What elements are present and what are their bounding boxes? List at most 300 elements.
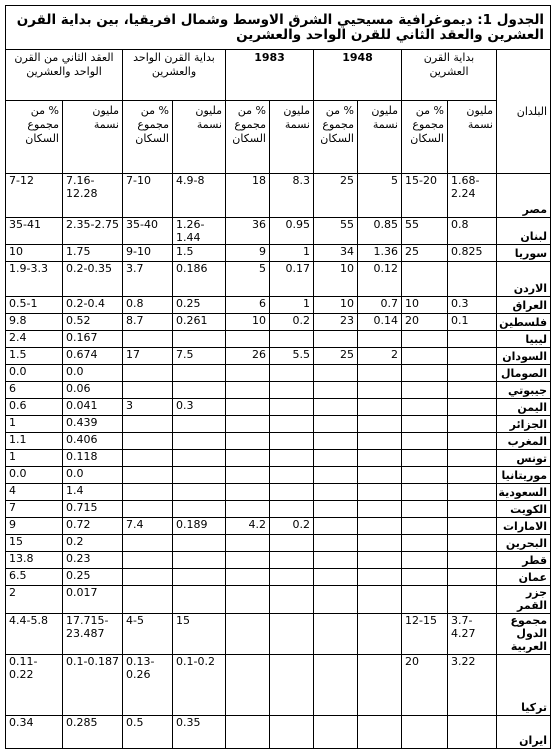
table-cell [226,467,270,484]
table-row [6,552,551,569]
table-cell: 3.22 [448,655,497,716]
table-cell: 0.23 [63,552,123,569]
table-cell [270,331,314,348]
table-cell: 10 [226,314,270,331]
table-cell [226,433,270,450]
table-cell: 4.2 [226,518,270,535]
table-cell [402,450,448,467]
table-cell [226,450,270,467]
table-cell: 3 [123,399,173,416]
country-name: قطر [497,552,551,569]
table-title: الجدول 1: ديموغرافية مسيحيي الشرق الاوسط وشمال افريقيا، بين بداية القرن العشرين والعقد الثاني للقرن الواحد والعشرين [6,6,551,50]
table-cell: 0.285 [63,716,123,749]
table-cell: 34 [314,245,358,262]
table-cell: 6 [6,382,63,399]
table-cell: 6.5 [6,569,63,586]
table-cell [314,716,358,749]
table-cell [358,467,402,484]
table-cell: 9 [6,518,63,535]
millions-header: مليون نسمة [173,101,226,174]
table-cell [270,399,314,416]
table-cell: 0.7 [358,297,402,314]
table-cell [173,586,226,614]
table-cell [402,467,448,484]
table-cell [402,433,448,450]
table-row [6,450,551,467]
table-cell [448,569,497,586]
table-cell: 18 [226,174,270,218]
table-cell [314,569,358,586]
country-name: عمان [497,569,551,586]
table-cell [448,416,497,433]
table-cell: 26 [226,348,270,365]
table-cell: 0.85 [358,218,402,245]
country-name: جزر القمر [497,586,551,614]
table-cell: 7-10 [123,174,173,218]
country-name: موريتانيا [497,467,551,484]
table-cell: 20 [402,314,448,331]
table-row [6,399,551,416]
table-cell: 20 [402,655,448,716]
table-cell [314,614,358,655]
table-cell [270,552,314,569]
table-cell: 0.189 [173,518,226,535]
table-row [6,348,551,365]
table-cell [314,416,358,433]
table-cell: 8.7 [123,314,173,331]
table-cell [123,535,173,552]
table-cell: 0.1-0.2 [173,655,226,716]
table-cell: 0.1-0.187 [63,655,123,716]
table-cell: 0.52 [63,314,123,331]
table-cell: 0.167 [63,331,123,348]
table-row [6,586,551,614]
demographics-table [5,5,551,749]
table-cell [270,382,314,399]
country-name: ليبيا [497,331,551,348]
table-row [6,433,551,450]
table-cell [358,552,402,569]
millions-header: مليون نسمة [448,101,497,174]
table-cell: 15 [173,614,226,655]
table-cell [270,535,314,552]
country-name: اليمن [497,399,551,416]
table-cell [402,518,448,535]
table-cell [173,331,226,348]
table-cell: 0.674 [63,348,123,365]
table-cell [358,399,402,416]
table-cell [226,535,270,552]
table-cell: 23 [314,314,358,331]
table-cell: 4.9-8 [173,174,226,218]
table-cell [402,382,448,399]
table-cell: 15 [6,535,63,552]
table-cell: 0.825 [448,245,497,262]
table-row [6,655,551,716]
table-cell: 9.8 [6,314,63,331]
table-cell: 0.5 [123,716,173,749]
table-cell [448,382,497,399]
table-cell [448,552,497,569]
table-cell [123,501,173,518]
table-cell [448,467,497,484]
table-cell: 9 [226,245,270,262]
table-row [6,218,551,245]
table-cell: 0.439 [63,416,123,433]
table-cell: 0.0 [63,467,123,484]
millions-header: مليون نسمة [270,101,314,174]
table-cell [314,484,358,501]
table-cell: 1 [6,450,63,467]
table-cell: 1.68-2.24 [448,174,497,218]
table-cell: 0.406 [63,433,123,450]
table-cell: 0.72 [63,518,123,535]
table-cell [270,569,314,586]
country-name: ايران [497,716,551,749]
table-cell: 1.36 [358,245,402,262]
table-cell: 0.186 [173,262,226,297]
table-cell [314,501,358,518]
table-cell [358,450,402,467]
table-cell: 5 [358,174,402,218]
table-cell [270,450,314,467]
table-cell [448,586,497,614]
table-cell: 0.17 [270,262,314,297]
period-header-1948: 1948 [314,50,402,101]
table-cell: 0.2 [270,314,314,331]
table-cell: 1 [6,416,63,433]
table-cell: 0.6 [6,399,63,416]
table-cell: 2.35-2.75 [63,218,123,245]
table-cell: 7-12 [6,174,63,218]
table-cell: 0.25 [173,297,226,314]
table-cell [123,450,173,467]
table-cell: 7 [6,501,63,518]
country-name: مصر [497,174,551,218]
table-cell: 36 [226,218,270,245]
table-cell [173,484,226,501]
table-row [6,716,551,749]
table-row [6,382,551,399]
table-cell: 5 [226,262,270,297]
table-cell [402,484,448,501]
table-cell: 12-15 [402,614,448,655]
table-cell: 0.14 [358,314,402,331]
table-cell: 6 [226,297,270,314]
table-cell: 0.3 [173,399,226,416]
table-cell [123,569,173,586]
table-cell [358,382,402,399]
pct-header: % من مجموع السكان [6,101,63,174]
table-cell: 1.26-1.44 [173,218,226,245]
table-cell: 0.35 [173,716,226,749]
period-header-20c-start: بداية القرن العشرين [402,50,497,101]
table-cell [448,365,497,382]
table-cell: 0.2-0.4 [63,297,123,314]
table-cell: 0.34 [6,716,63,749]
table-cell: 0.8 [123,297,173,314]
country-name: المغرب [497,433,551,450]
table-cell [226,501,270,518]
country-name: جيبوتي [497,382,551,399]
table-cell [226,484,270,501]
table-cell [270,433,314,450]
table-cell [358,501,402,518]
country-name: لبنان [497,218,551,245]
table-cell [314,552,358,569]
table-cell: 0.041 [63,399,123,416]
table-cell [314,586,358,614]
table-cell: 3.7 [123,262,173,297]
table-cell [358,655,402,716]
table-cell [358,535,402,552]
table-cell [402,365,448,382]
table-cell [226,382,270,399]
country-name: تركيا [497,655,551,716]
table-cell [173,382,226,399]
table-row [6,614,551,655]
table-cell [448,331,497,348]
country-name: الجزائر [497,416,551,433]
table-cell [173,569,226,586]
table-cell [270,501,314,518]
table-cell [226,331,270,348]
table-cell [173,365,226,382]
table-cell: 7.5 [173,348,226,365]
table-cell: 0.06 [63,382,123,399]
table-cell [402,535,448,552]
table-cell: 10 [6,245,63,262]
table-cell [402,501,448,518]
table-cell: 0.0 [6,365,63,382]
table-cell [270,365,314,382]
table-cell [226,365,270,382]
pct-header: % من مجموع السكان [123,101,173,174]
table-cell: 1.1 [6,433,63,450]
table-cell [226,716,270,749]
table-cell [226,655,270,716]
period-header-21c-start: بداية القرن الواحد والعشرين [123,50,226,101]
table-cell: 15-20 [402,174,448,218]
table-cell: 0.13-0.26 [123,655,173,716]
table-cell [270,484,314,501]
table-cell: 1.9-3.3 [6,262,63,297]
table-cell: 0.3 [448,297,497,314]
table-cell [270,416,314,433]
table-cell [358,484,402,501]
table-cell [226,552,270,569]
table-cell [123,484,173,501]
table-cell [123,467,173,484]
table-cell [173,535,226,552]
table-cell [270,655,314,716]
table-cell [123,365,173,382]
table-cell [123,586,173,614]
table-cell: 2.4 [6,331,63,348]
table-cell: 0.12 [358,262,402,297]
table-cell: 17 [123,348,173,365]
table-row [6,501,551,518]
table-row [6,569,551,586]
pct-header: % من مجموع السكان [314,101,358,174]
table-cell [448,501,497,518]
table-cell: 7.4 [123,518,173,535]
table-row [6,518,551,535]
table-cell: 2 [6,586,63,614]
table-cell: 1 [270,245,314,262]
table-cell: 25 [402,245,448,262]
table-cell [358,716,402,749]
table-cell: 0.2 [63,535,123,552]
table-cell [448,518,497,535]
table-cell [173,450,226,467]
table-cell [270,467,314,484]
table-cell [173,501,226,518]
table-cell: 10 [402,297,448,314]
country-name: سوريا [497,245,551,262]
table-cell: 0.25 [63,569,123,586]
country-name: العراق [497,297,551,314]
table-cell [123,331,173,348]
country-name: فلسطين [497,314,551,331]
table-cell [173,552,226,569]
table-cell [314,518,358,535]
table-cell [402,716,448,749]
table-cell [314,433,358,450]
table-cell: 8.3 [270,174,314,218]
pct-header: % من مجموع السكان [402,101,448,174]
table-cell [402,331,448,348]
table-row [6,314,551,331]
table-row [6,174,551,218]
table-cell [314,382,358,399]
table-cell [226,416,270,433]
table-cell [448,450,497,467]
table-cell: 4-5 [123,614,173,655]
country-name: الامارات [497,518,551,535]
country-name: السعودية [497,484,551,501]
table-cell [448,399,497,416]
table-cell [448,433,497,450]
table-cell [402,262,448,297]
table-cell: 0.8 [448,218,497,245]
table-cell [448,716,497,749]
table-cell: 25 [314,174,358,218]
table-cell [123,433,173,450]
table-row [6,331,551,348]
period-header-21c-2nd-decade: العقد الثاني من القرن الواحد والعشرين [6,50,123,101]
table-cell [173,416,226,433]
table-cell: 0.118 [63,450,123,467]
country-name: الصومال [497,365,551,382]
table-row [6,245,551,262]
millions-header: مليون نسمة [358,101,402,174]
table-cell: 17.715-23.487 [63,614,123,655]
table-cell [402,416,448,433]
table-cell: 1.5 [6,348,63,365]
table-cell [314,467,358,484]
country-name: السودان [497,348,551,365]
table-cell [358,433,402,450]
table-cell: 0.0 [63,365,123,382]
table-cell: 0.2 [270,518,314,535]
table-cell: 1.5 [173,245,226,262]
table-cell: 10 [314,297,358,314]
table-cell: 0.261 [173,314,226,331]
table-cell [226,614,270,655]
country-name: الاردن [497,262,551,297]
table-body [6,174,551,749]
table-cell: 2 [358,348,402,365]
table-row [6,467,551,484]
table-cell [314,399,358,416]
table-cell [270,716,314,749]
table-cell [448,348,497,365]
table-cell [314,331,358,348]
table-cell: 0.1 [448,314,497,331]
table-cell: 0.5-1 [6,297,63,314]
table-cell: 55 [402,218,448,245]
table-cell: 7.16-12.28 [63,174,123,218]
table-cell [358,365,402,382]
table-cell: 5.5 [270,348,314,365]
table-cell [402,586,448,614]
table-cell [123,382,173,399]
table-cell: 1 [270,297,314,314]
table-row [6,297,551,314]
table-cell: 4 [6,484,63,501]
table-cell [358,518,402,535]
table-cell [123,416,173,433]
table-cell: 9-10 [123,245,173,262]
table-cell [123,552,173,569]
table-cell: 0.2-0.35 [63,262,123,297]
table-cell [358,569,402,586]
table-cell: 55 [314,218,358,245]
countries-header: البلدان [497,50,551,174]
table-cell [358,586,402,614]
table-cell: 13.8 [6,552,63,569]
table-cell: 10 [314,262,358,297]
table-cell [448,535,497,552]
table-cell [402,552,448,569]
period-header-1983: 1983 [226,50,314,101]
country-name: البحرين [497,535,551,552]
table-cell: 0.95 [270,218,314,245]
table-cell [270,586,314,614]
table-cell [226,569,270,586]
country-name: تونس [497,450,551,467]
table-cell [358,331,402,348]
table-cell [226,586,270,614]
table-cell [402,399,448,416]
table-cell: 0.017 [63,586,123,614]
table-cell: 35-41 [6,218,63,245]
pct-header: % من مجموع السكان [226,101,270,174]
table-cell [358,614,402,655]
table-row [6,262,551,297]
country-name: مجموع الدول العربية [497,614,551,655]
table-row [6,365,551,382]
table-cell: 4.4-5.8 [6,614,63,655]
table-cell [448,262,497,297]
country-name: الكويت [497,501,551,518]
millions-header: مليون نسمة [63,101,123,174]
table-row [6,535,551,552]
table-cell [314,535,358,552]
table-cell: 1.75 [63,245,123,262]
table-cell [226,399,270,416]
